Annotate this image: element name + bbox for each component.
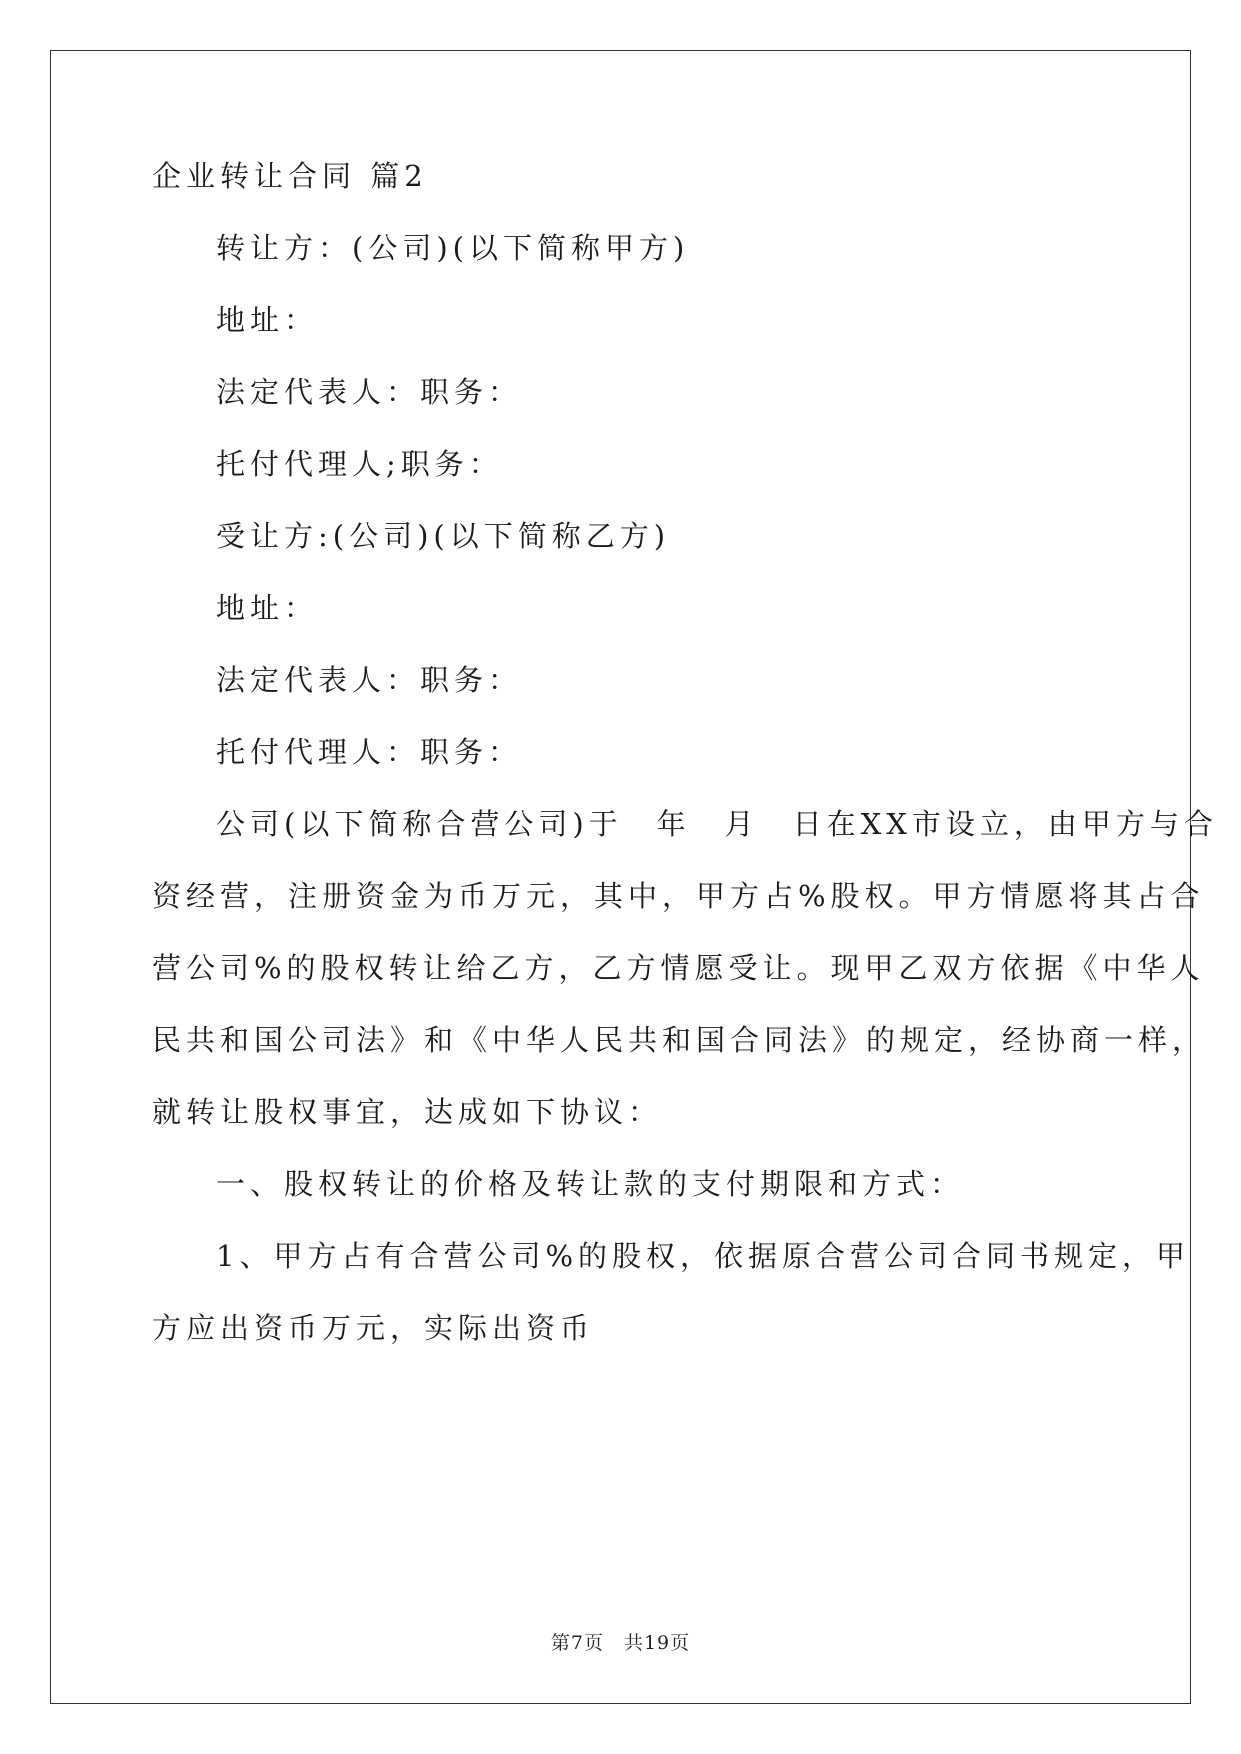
transferor-line: 转让方：(公司)(以下简称甲方) <box>216 231 690 265</box>
paragraph-line: 公司(以下简称合营公司)于 年 月 日在XX市设立，由甲方与合 <box>216 807 1218 841</box>
transferee-line: 受让方:(公司)(以下简称乙方) <box>216 519 671 553</box>
transferee-agent: 托付代理人：职务： <box>216 735 523 769</box>
paragraph-line: 民共和国公司法》和《中华人民共和国合同法》的规定，经协商一样， <box>152 1023 1207 1057</box>
document-title: 企业转让合同 篇2 <box>152 159 428 193</box>
transferor-legal-rep: 法定代表人：职务： <box>216 375 523 409</box>
section-heading: 一、股权转让的价格及转让款的支付期限和方式： <box>216 1167 965 1201</box>
transferee-legal-rep: 法定代表人：职务： <box>216 663 523 697</box>
paragraph-line: 资经营，注册资金为币万元，其中，甲方占%股权。甲方情愿将其占合 <box>152 879 1205 913</box>
clause-line: 1、甲方占有合营公司%的股权，依据原合营公司合同书规定，甲 <box>216 1239 1191 1273</box>
transferor-agent: 托付代理人;职务： <box>216 447 503 481</box>
transferee-address: 地址： <box>216 591 319 625</box>
transferor-address: 地址： <box>216 303 319 337</box>
page-footer: 第7页 共19页 <box>550 1632 691 1654</box>
paragraph-line: 营公司%的股权转让给乙方，乙方情愿受让。现甲乙双方依据《中华人 <box>152 951 1205 985</box>
clause-line: 方应出资币万元，实际出资币 <box>152 1311 595 1345</box>
paragraph-line: 就转让股权事宜，达成如下协议： <box>152 1095 663 1129</box>
